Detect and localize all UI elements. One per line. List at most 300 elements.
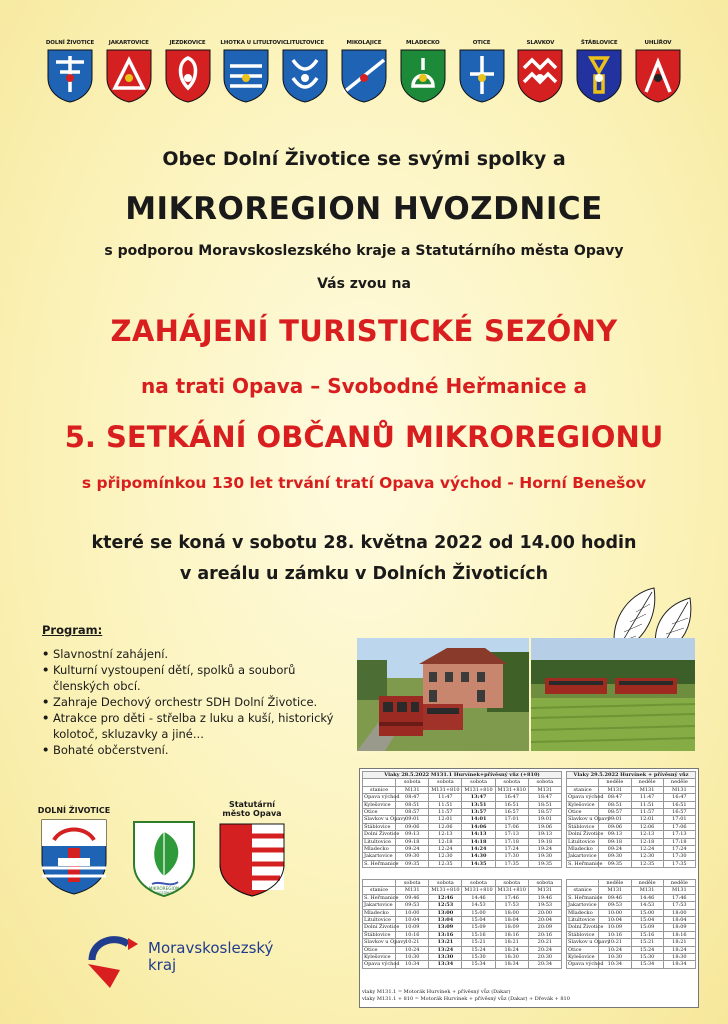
timetable-time: 20:21 (528, 939, 561, 946)
timetable-time: 13:09 (429, 924, 462, 931)
timetable-time: 09:53 (396, 902, 429, 909)
timetable-station: Opava východ (568, 961, 604, 968)
timetable-day: sobota (429, 880, 462, 887)
timetable-time: 10:24 (396, 946, 429, 953)
timetable-station: S. Heřmanice (568, 894, 603, 901)
timetable-day: sobota (528, 779, 561, 786)
timetable-time: 18:16 (495, 931, 528, 938)
crest-shield-icon (222, 48, 270, 104)
timetable-station: Slavkov u Opavy (568, 939, 611, 946)
timetable-station: Slavkov u Opavy (364, 939, 407, 946)
crest-shield-icon (46, 48, 94, 104)
timetable-time: 13:04 (429, 917, 462, 924)
timetable-time: 12:06 (429, 823, 462, 830)
timetable-station: Jakartovice (567, 902, 599, 909)
timetable-time: 17:46 (495, 894, 528, 901)
timetable-row (567, 954, 696, 961)
timetable-time: 14:18 (462, 838, 495, 845)
crest-name: MLADECKO (406, 40, 440, 46)
timetable-time: 17:24 (663, 846, 695, 853)
timetable-train: M131 (599, 887, 631, 894)
timetable-train: M131 (599, 786, 631, 793)
timetable-row (363, 831, 562, 838)
invite-line: Vás zvou na (317, 276, 411, 292)
timetable-train: M131+810 (429, 887, 462, 894)
timetable-time: 12:35 (631, 860, 663, 867)
timetable-row (567, 931, 696, 938)
timetable-row (363, 909, 562, 916)
timetable-station: Štáblovice (363, 931, 396, 938)
timetable-time: 19:35 (528, 860, 561, 867)
timetable-time: 16:57 (495, 809, 528, 816)
timetable-time: 12:18 (631, 838, 663, 845)
timetable-row (363, 794, 562, 801)
timetable-time: 17:01 (495, 816, 528, 823)
opava-logo-label (222, 800, 282, 818)
crest-name: DOLNÍ ŽIVOTICE (45, 40, 95, 46)
dz-logo-label: DOLNÍ ŽIVOTICE (37, 806, 111, 815)
timetable-time: 13:00 (429, 909, 462, 916)
crest (338, 38, 390, 104)
timetable-row (363, 838, 562, 845)
timetable-time: 12:53 (429, 902, 462, 909)
timetable-row (567, 823, 696, 830)
timetable-station: Mladecko (567, 909, 599, 916)
timetable-time: 20:30 (528, 954, 561, 961)
timetable-row (567, 794, 696, 801)
crest-shield-icon (399, 48, 447, 104)
timetable-time: 14:24 (462, 846, 495, 853)
field-train-photo (531, 638, 695, 751)
timetable-time: 14:46 (631, 894, 663, 901)
timetable-row (567, 894, 696, 901)
timetable-stanice: stanice (567, 887, 599, 894)
timetable-row (567, 909, 696, 916)
crest (162, 38, 214, 104)
timetable-time: 13:24 (429, 946, 462, 953)
crest-name: LHOTKA U LITULTOVIC (220, 40, 287, 46)
timetable-time: 16:47 (663, 794, 695, 801)
timetable-station: Dolní Životice (364, 831, 400, 838)
timetable-time: 15:00 (631, 909, 663, 916)
timetable-day: neděle (599, 779, 631, 786)
crest (514, 38, 566, 104)
timetable-station: S. Heřmanice (364, 860, 399, 867)
timetable-time: 15:09 (631, 924, 663, 931)
timetable-station: Štáblovice (363, 823, 396, 830)
timetable-time: 10:16 (396, 931, 429, 938)
timetable-time: 18:30 (663, 954, 695, 961)
timetable-time: 19:06 (528, 823, 561, 830)
timetable-time: 15:34 (631, 961, 663, 968)
timetable-time: 19:46 (528, 894, 561, 901)
timetable-time: 11:57 (429, 809, 462, 816)
timetable-station: Opava východ (364, 794, 400, 801)
timetable-time: 17:13 (495, 831, 528, 838)
moravskoslezsky-kraj-text (148, 940, 273, 974)
timetable-train: M131 (396, 887, 429, 894)
timetable-time: 19:24 (528, 846, 561, 853)
event-title-meeting: 5. SETKÁNÍ OBČANŮ MIKROREGIONU (64, 420, 664, 454)
timetable-time: 10:34 (396, 961, 429, 968)
timetable-time: 09:06 (396, 823, 429, 830)
timetable-day: sobota (495, 779, 528, 786)
crest (573, 38, 625, 104)
event-title-track: na trati Opava – Svobodné Heřmanice a (140, 374, 588, 398)
program-item: • Kulturní vystoupení dětí, spolků a souborů členských obcí. (42, 662, 342, 694)
timetable-time: 12:01 (429, 816, 462, 823)
timetable-time: 17:18 (663, 838, 695, 845)
timetable-time: 10:24 (599, 946, 631, 953)
timetable-time: 09:30 (396, 853, 429, 860)
timetable-time: 10:34 (599, 961, 631, 968)
timetable-time: 15:16 (631, 931, 663, 938)
timetable-row (567, 801, 696, 808)
timetable-station: Litultovice (567, 917, 599, 924)
timetable-time: 10:30 (396, 954, 429, 961)
crest-shield-icon (340, 48, 388, 104)
timetable-sat-out (362, 771, 562, 868)
timetable-time: 18:24 (495, 946, 528, 953)
timetable-time: 18:24 (663, 946, 695, 953)
timetable-note: vlaky M131.1 + 810 = Motorák Hurvínek + přívěsný vůz (Dakar) + Dřevák + 810 (362, 996, 570, 1002)
program-item: • Slavnostní zahájení. (42, 646, 342, 662)
timetable-time: 12:30 (429, 853, 462, 860)
timetable-time: 18:47 (528, 794, 561, 801)
timetable-station: Slavkov u Opavy (568, 816, 611, 823)
timetable-row (567, 831, 696, 838)
timetable-time: 17:35 (495, 860, 528, 867)
timetable-row (567, 853, 696, 860)
timetable-row (567, 946, 696, 953)
timetable-time: 17:13 (663, 831, 695, 838)
timetable-station: Otice (567, 946, 599, 953)
timetable-station: Jakartovice (363, 853, 396, 860)
crest-shield-icon (634, 48, 682, 104)
timetable-train: M131 (663, 887, 695, 894)
timetable-time: 10:09 (396, 924, 429, 931)
timetable-train: M131 (663, 786, 695, 793)
timetable-stanice: stanice (363, 887, 396, 894)
timetable-time: 10:00 (396, 909, 429, 916)
timetable-time: 18:34 (495, 961, 528, 968)
timetable-time: 18:16 (663, 931, 695, 938)
timetable-day: sobota (462, 880, 495, 887)
timetable-train: M131+810 (495, 887, 528, 894)
timetable-time: 12:30 (631, 853, 663, 860)
timetable-station: S. Heřmanice (568, 860, 603, 867)
timetable-time: 09:18 (599, 838, 631, 845)
timetable-time: 20:24 (528, 946, 561, 953)
timetable-time: 17:24 (495, 846, 528, 853)
timetable-row (567, 816, 696, 823)
timetable-time: 09:13 (396, 831, 429, 838)
timetable-station: Jakartovice (363, 902, 396, 909)
timetable-stanice: stanice (363, 786, 396, 793)
timetable-station: Mladecko (363, 846, 396, 853)
timetable-time: 15:00 (462, 909, 495, 916)
timetable-time: 18:57 (528, 809, 561, 816)
timetable-time: 13:51 (462, 801, 495, 808)
timetable-station: Mladecko (363, 909, 396, 916)
timetable-row (363, 816, 562, 823)
timetable-time: 12:18 (429, 838, 462, 845)
timetable-station: Kylešovice (363, 954, 396, 961)
timetable-row (567, 860, 696, 867)
timetable-time: 17:06 (495, 823, 528, 830)
moravskoslezsky-kraj-logo (84, 930, 142, 990)
timetable-time: 09:13 (599, 831, 631, 838)
crest-shield-icon (516, 48, 564, 104)
timetable-time: 19:13 (528, 831, 561, 838)
timetable-station: Litultovice (363, 917, 396, 924)
timetable-time: 12:13 (631, 831, 663, 838)
crest-name: UHLÍŘOV (644, 40, 672, 46)
timetable-time: 08:51 (599, 801, 631, 808)
timetable-time: 10:21 (396, 939, 429, 946)
timetable-time: 17:18 (495, 838, 528, 845)
mikroregion-hvozdnice-logo (130, 818, 198, 898)
timetable-time: 20:04 (528, 917, 561, 924)
intro-line: Obec Dolní Životice se svými spolky a (162, 148, 566, 170)
timetable-time: 14:30 (462, 853, 495, 860)
timetable-time: 10:30 (599, 954, 631, 961)
timetable-time: 15:21 (631, 939, 663, 946)
timetable-time: 15:09 (462, 924, 495, 931)
timetable-time: 15:30 (462, 954, 495, 961)
timetable-time: 13:21 (429, 939, 462, 946)
crest (632, 38, 684, 104)
timetable-time: 10:16 (599, 931, 631, 938)
timetable-time: 08:51 (396, 801, 429, 808)
crest-shield-icon (105, 48, 153, 104)
crest (456, 38, 508, 104)
timetable-time: 15:24 (462, 946, 495, 953)
timetable-train: M131+810 (429, 786, 462, 793)
timetable-train: M131+810 (462, 786, 495, 793)
crest (397, 38, 449, 104)
event-title-season: ZAHÁJENÍ TURISTICKÉ SEZÓNY (110, 314, 618, 348)
timetable-row (363, 924, 562, 931)
program-title: Program: (42, 623, 103, 637)
program (42, 622, 342, 758)
timetable-time: 20:34 (528, 961, 561, 968)
timetable-row (363, 946, 562, 953)
timetable-time: 15:04 (462, 917, 495, 924)
timetable-row (363, 917, 562, 924)
timetable-time: 08:47 (599, 794, 631, 801)
timetable-time: 18:09 (495, 924, 528, 931)
support-line: s podporou Moravskoslezského kraje a Statutárního města Opavy (104, 243, 624, 259)
timetable (359, 768, 699, 1008)
timetable-row (567, 917, 696, 924)
timetable-train: M131+810 (462, 887, 495, 894)
timetable-station: Jakartovice (567, 853, 599, 860)
timetable-sun-out (566, 771, 696, 868)
timetable-row (363, 801, 562, 808)
timetable-notes (362, 989, 696, 1003)
dolni-zivotice-crest (40, 818, 108, 896)
timetable-time: 17:06 (663, 823, 695, 830)
crest (44, 38, 96, 104)
crest-name: MIKOLAJICE (346, 40, 382, 46)
timetable-station: Štáblovice (567, 931, 599, 938)
timetable-day: sobota (429, 779, 462, 786)
timetable-stanice: stanice (567, 786, 599, 793)
crest (220, 38, 287, 104)
crest-shield-icon (575, 48, 623, 104)
timetable-row (363, 954, 562, 961)
timetable-time: 09:35 (599, 860, 631, 867)
station-train-photo (357, 638, 529, 751)
timetable-time: 15:21 (462, 939, 495, 946)
event-anniversary: s připomínkou 130 let trvání tratí Opava východ - Horní Benešov (81, 474, 647, 492)
timetable-time: 13:16 (429, 931, 462, 938)
timetable-title: Vlaky 29.5.2022 Hurvínek + přívěsný vůz (567, 772, 696, 779)
timetable-time: 17:01 (663, 816, 695, 823)
timetable-time: 10:04 (396, 917, 429, 924)
timetable-time: 17:53 (663, 902, 695, 909)
timetable-time: 09:35 (396, 860, 429, 867)
program-list (42, 646, 342, 758)
timetable-station: Mladecko (567, 846, 599, 853)
timetable-time: 14:13 (462, 831, 495, 838)
timetable-station: Opava východ (568, 794, 604, 801)
timetable-time: 18:51 (528, 801, 561, 808)
timetable-time: 08:57 (396, 809, 429, 816)
timetable-row (363, 894, 562, 901)
timetable-time: 19:30 (528, 853, 561, 860)
timetable-train: M131 (528, 887, 561, 894)
opava-label-line: město Opava (222, 809, 282, 818)
timetable-time: 14:46 (462, 894, 495, 901)
timetable-time: 10:04 (599, 917, 631, 924)
timetable-train: M131 (631, 786, 663, 793)
crest-name: JAKARTOVICE (108, 40, 149, 46)
timetable-station: Opava východ (364, 961, 400, 968)
kraj-line: Moravskoslezský (148, 939, 274, 957)
crest-name: ŠTÁBLOVICE (580, 40, 618, 46)
timetable-row (363, 931, 562, 938)
timetable-station: Slavkov u Opavy (364, 816, 407, 823)
timetable-row (567, 924, 696, 931)
timetable-row (363, 846, 562, 853)
mikroregion-logo-text: MIKROREGION (148, 886, 180, 891)
timetable-time: 13:57 (462, 809, 495, 816)
timetable-time: 09:24 (396, 846, 429, 853)
timetable-time: 18:21 (495, 939, 528, 946)
timetable-cell (363, 880, 396, 887)
crest-name: LITULTOVICE (286, 40, 324, 46)
timetable-row (567, 902, 696, 909)
timetable-time: 19:01 (528, 816, 561, 823)
timetable-time: 12:24 (631, 846, 663, 853)
timetable-time: 11:47 (429, 794, 462, 801)
timetable-time: 12:24 (429, 846, 462, 853)
timetable-time: 16:57 (663, 809, 695, 816)
program-item: • Bohaté občerstvení. (42, 742, 342, 758)
timetable-time: 09:01 (396, 816, 429, 823)
timetable-time: 20:16 (528, 931, 561, 938)
timetable-train: M131+810 (495, 786, 528, 793)
timetable-row (567, 961, 696, 968)
crest-shield-icon (458, 48, 506, 104)
timetable-sun-back (566, 879, 696, 969)
timetable-time: 18:21 (663, 939, 695, 946)
timetable-time: 10:00 (599, 909, 631, 916)
crest-name: OTICE (472, 40, 491, 46)
timetable-time: 15:04 (631, 917, 663, 924)
opava-crest (218, 822, 286, 898)
timetable-sat-back (362, 879, 562, 969)
timetable-station: Otice (363, 946, 396, 953)
timetable-time: 11:47 (631, 794, 663, 801)
timetable-time: 09:30 (599, 853, 631, 860)
timetable-time: 18:30 (495, 954, 528, 961)
timetable-train: M131 (528, 786, 561, 793)
timetable-time: 19:53 (528, 902, 561, 909)
timetable-station: Dolní Životice (568, 924, 604, 931)
timetable-time: 14:53 (462, 902, 495, 909)
timetable-row (567, 939, 696, 946)
timetable-time: 13:47 (462, 794, 495, 801)
timetable-time: 14:53 (631, 902, 663, 909)
timetable-time: 13:30 (429, 954, 462, 961)
timetable-time: 16:47 (495, 794, 528, 801)
timetable-time: 12:01 (631, 816, 663, 823)
mikroregion-logo-sub: HVOZDNICE (154, 891, 174, 895)
timetable-station: Litultovice (363, 838, 396, 845)
timetable-time: 19:18 (528, 838, 561, 845)
timetable-row (567, 809, 696, 816)
timetable-station: Litultovice (567, 838, 599, 845)
timetable-row (363, 823, 562, 830)
timetable-day: neděle (599, 880, 631, 887)
timetable-time: 11:51 (429, 801, 462, 808)
crest-row (44, 38, 684, 104)
timetable-station: Otice (363, 809, 396, 816)
timetable-time: 16:51 (495, 801, 528, 808)
timetable-time: 20:09 (528, 924, 561, 931)
timetable-time: 15:24 (631, 946, 663, 953)
timetable-train: M131 (396, 786, 429, 793)
timetable-day: sobota (495, 880, 528, 887)
timetable-row (567, 838, 696, 845)
timetable-station: Kylešovice (363, 801, 396, 808)
timetable-time: 14:35 (462, 860, 495, 867)
timetable-time: 12:46 (429, 894, 462, 901)
timetable-station: Štáblovice (567, 823, 599, 830)
timetable-title: Vlaky 28.5.2022 M131.1 Hurvínek+přívěsný vůz (+810) (363, 772, 562, 779)
timetable-time: 13:34 (429, 961, 462, 968)
timetable-time: 10:09 (599, 924, 631, 931)
timetable-time: 09:53 (599, 902, 631, 909)
timetable-time: 09:46 (599, 894, 631, 901)
timetable-row (363, 902, 562, 909)
opava-label-line: Statutární (228, 800, 276, 809)
program-item: • Zahraje Dechový orchestr SDH Dolní Životice. (42, 694, 342, 710)
timetable-row (363, 961, 562, 968)
timetable-time: 12:13 (429, 831, 462, 838)
timetable-time: 11:51 (631, 801, 663, 808)
timetable-time: 18:04 (495, 917, 528, 924)
timetable-day: neděle (663, 880, 695, 887)
timetable-time: 15:16 (462, 931, 495, 938)
timetable-time: 08:47 (396, 794, 429, 801)
timetable-time: 09:18 (396, 838, 429, 845)
timetable-time: 17:35 (663, 860, 695, 867)
timetable-station: Dolní Životice (568, 831, 604, 838)
